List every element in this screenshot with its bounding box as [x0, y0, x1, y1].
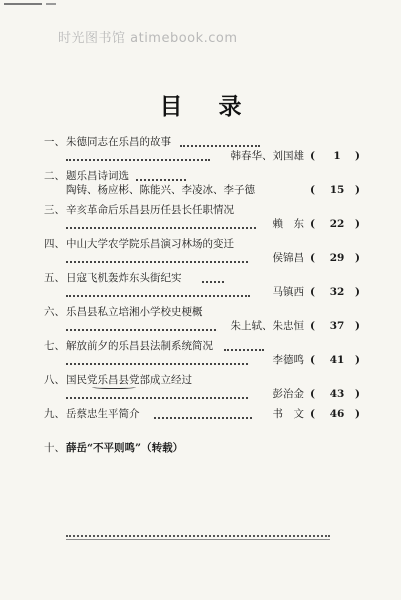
- page-title: 目 录: [159, 93, 256, 120]
- leader-dots: [136, 173, 186, 181]
- toc-entry: 一、 朱德同志在乐昌的故事 韩春华、刘国雄 ( 1 ): [44, 136, 360, 162]
- entry-author: 马镇西: [272, 286, 304, 298]
- entry-author: 李德鸣: [272, 354, 304, 366]
- entry-number: 一、: [44, 136, 65, 148]
- leader-dots: [66, 221, 256, 229]
- entry-title: 朱德同志在乐昌的故事: [66, 136, 171, 148]
- toc-entry: 三、 辛亥革命后乐昌县历任县长任职情况 赖 东 ( 22 ): [44, 204, 360, 230]
- entry-number: 三、: [44, 204, 65, 216]
- entry-number: 七、: [44, 340, 65, 352]
- leader-dots: [66, 357, 248, 365]
- entry-number: 四、: [44, 238, 65, 250]
- entry-author: 赖 东: [272, 218, 304, 230]
- corner-mark: [46, 3, 56, 5]
- leader-dots: [154, 411, 252, 419]
- toc-entry: 七、 解放前夕的乐昌县法制系统简况 李德鸣 ( 41 ): [44, 340, 360, 366]
- toc-entry: 五、 日寇飞机轰炸东头街纪实 马镇西 ( 32 ): [44, 272, 360, 298]
- underline-mark: [92, 384, 136, 389]
- corner-mark: [4, 3, 42, 5]
- toc-entry: 九、 岳蔡忠生平简介 书 文 ( 46 ): [44, 408, 360, 420]
- entry-author: 韩春华、刘国雄: [230, 150, 304, 162]
- toc-entry: 八、 国民党乐昌县党部成立经过 彭治金 ( 43 ): [44, 374, 360, 400]
- leader-dots: [66, 255, 248, 263]
- leader-dots: [202, 275, 224, 283]
- entry-title: 解放前夕的乐昌县法制系统简况: [66, 340, 213, 352]
- entry-title: 国民党乐昌县党部成立经过: [66, 374, 192, 386]
- entry-title: 乐昌县私立培湘小学校史梗概: [66, 306, 203, 318]
- watermark: 时光图书馆 atimebook.com: [58, 31, 238, 46]
- leader-dots: [66, 323, 216, 331]
- entry-author: 彭治金: [272, 388, 304, 400]
- leader-dots: [224, 343, 264, 351]
- entry-number: 六、: [44, 306, 65, 318]
- toc-entry: 四、 中山大学农学院乐昌演习林场的变迁 侯锦昌 ( 29 ): [44, 238, 360, 264]
- table-of-contents: [44, 135, 364, 461]
- entry-author: 书 文: [272, 408, 304, 420]
- entry-title: 岳蔡忠生平简介: [66, 408, 140, 420]
- leader-dots: [180, 139, 260, 147]
- entry-author: 陶铸、杨应彬、陈能兴、李凌冰、李子德: [66, 184, 255, 196]
- leader-dots: [66, 153, 210, 161]
- leader-dots: [66, 391, 248, 399]
- entry-author: 朱上轼、朱忠恒: [230, 320, 304, 332]
- entry-title: 中山大学农学院乐昌演习林场的变迁: [66, 238, 234, 250]
- entry-title: 薛岳“不平则鸣”（转载）: [66, 442, 184, 454]
- bottom-rule: [66, 535, 330, 537]
- entry-title: 日寇飞机轰炸东头街纪实: [66, 272, 182, 284]
- toc-entry: [44, 441, 364, 461]
- entry-number: 二、: [44, 170, 65, 182]
- toc-entry: 二、 题乐昌诗词选 陶铸、杨应彬、陈能兴、李凌冰、李子德 ( 15 ): [44, 170, 360, 196]
- entry-title: 题乐昌诗词选: [66, 170, 129, 182]
- entry-title: 辛亥革命后乐昌县历任县长任职情况: [66, 204, 234, 216]
- entry-author: 侯锦昌: [272, 252, 304, 264]
- entry-number: 五、: [44, 272, 65, 284]
- entry-number: 八、: [44, 374, 65, 386]
- leader-dots: [66, 289, 250, 297]
- toc-entry: 六、 乐昌县私立培湘小学校史梗概 朱上轼、朱忠恒 ( 37 ): [44, 306, 360, 332]
- entry-number: 十、: [44, 442, 65, 454]
- entry-number: 九、: [44, 408, 65, 420]
- bottom-rule: [66, 539, 330, 540]
